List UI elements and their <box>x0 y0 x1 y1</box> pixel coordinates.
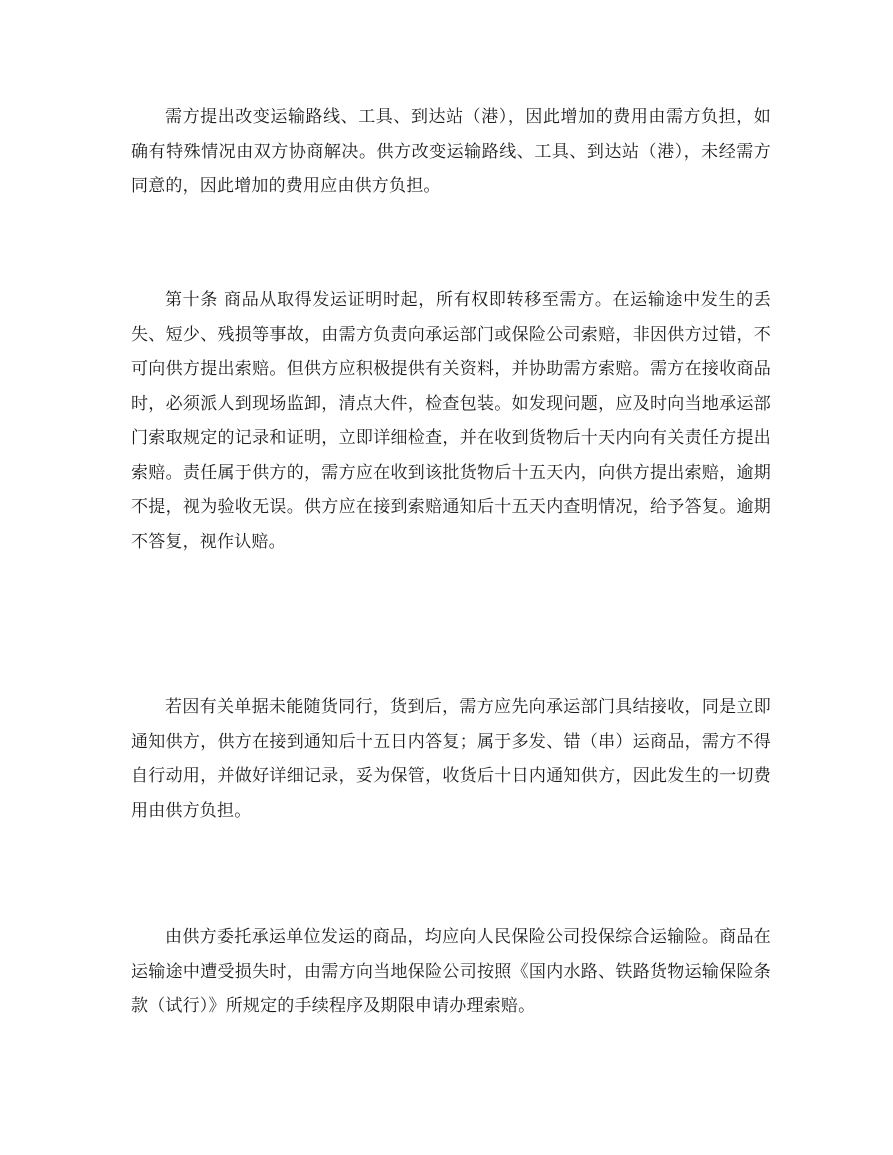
paragraph-insurance: 由供方委托承运单位发运的商品，均应向人民保险公司投保综合运输险。商品在运输途中遭受损失时，由需方向当地保险公司按照《国内水路、铁路货物运输保险条款（试行）》所规定的手续程序及期限申请办理索赔。 <box>131 927 771 1016</box>
paragraph-missing-documents: 若因有关单据未能随货同行，货到后，需方应先向承运部门具结接收，同是立即通知供方，供方在接到通知后十五日内答复；属于多发、错（串）运商品，需方不得自行动用，并做好详细记录，妥为保管，收货后十日内通知供方，因此发生的一切费用由供方负担。 <box>131 697 771 821</box>
paragraph-transport-route-change: 需方提出改变运输路线、工具、到达站（港），因此增加的费用由需方负担，如确有特殊情况由双方协商解决。供方改变运输路线、工具、到达站（港），未经需方同意的，因此增加的费用应由供方负担。 <box>131 107 771 196</box>
paragraph-article-10-ownership-claims: 第十条 商品从取得发运证明时起，所有权即转移至需方。在运输途中发生的丢失、短少、残损等事故，由需方负责向承运部门或保险公司索赔，非因供方过错，不可向供方提出索赔。但供方应积极提供有关资料，并协助需方索赔。需方在接收商品时，必须派人到现场监卸，清点大件，检查包装。如发现问题，应及时向当地承运部门索取规定的记录和证明，立即详细检查，并在收到货物后十天内向有关责任方提出索赔。责任属于供方的，需方应在收到该批货物后十五天内，向供方提出索赔，逾期不提，视为验收无误。供方应在接到索赔通知后十五天内查明情况，给予答复。逾期不答复，视作认赔。 <box>131 290 771 552</box>
